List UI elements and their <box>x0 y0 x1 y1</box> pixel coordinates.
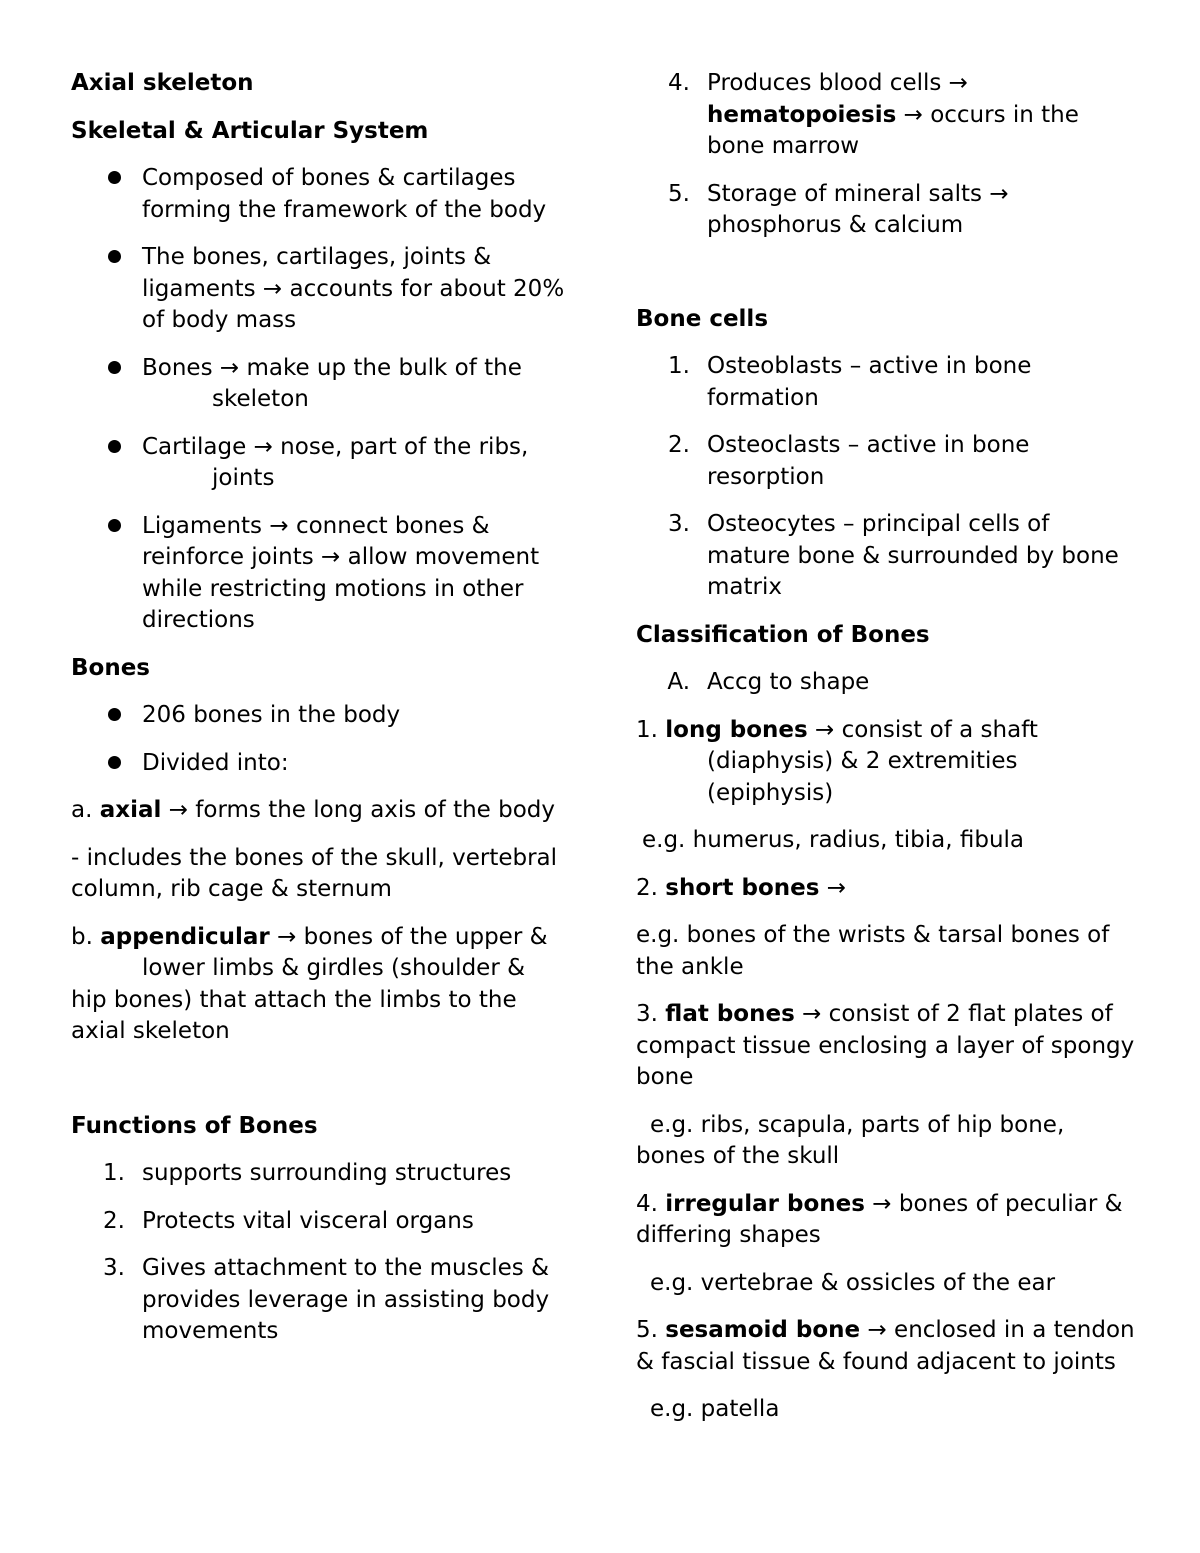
sesamoid-bone-definition: 5. sesamoid bone → enclosed in a tendon & fascial tissue & found adjacent to joints <box>636 1317 1135 1375</box>
list-item: 1. supports surrounding structures <box>103 1160 512 1186</box>
bullet-icon <box>108 250 121 263</box>
short-bones-example: e.g. bones of the wrists & tarsal bones of the ankle <box>636 922 1110 980</box>
long-bones-example: e.g. humerus, radius, tibia, fibula <box>642 827 1025 853</box>
list-item: Composed of bones & cartilages forming the framework of the body <box>71 163 571 226</box>
irregular-bones-definition: 4. irregular bones → bones of peculiar & differing shapes <box>636 1190 1123 1248</box>
arrow-icon: → <box>826 874 846 901</box>
arrow-icon: → <box>802 1001 822 1027</box>
bullet-icon <box>108 756 121 769</box>
section-heading-skeletal-system: Skeletal & Articular System <box>71 117 429 144</box>
section-heading-bone-cells: Bone cells <box>636 305 769 332</box>
arrow-icon: → <box>867 1317 887 1343</box>
arrow-icon: → <box>269 512 289 539</box>
short-bones-definition: 2. short bones → <box>636 874 846 901</box>
list-item: 2. Protects vital visceral organs <box>103 1207 474 1234</box>
page-title: Axial skeleton <box>71 70 254 96</box>
arrow-icon: → <box>872 1190 892 1217</box>
long-bones-definition: 1. long bones → consist of a shaft (diaphysis) & 2 extremities (epiphysis) <box>636 716 1038 806</box>
section-heading-functions: Functions of Bones <box>71 1112 318 1139</box>
bullet-icon <box>108 361 121 374</box>
flat-bones-example: e.g. ribs, scapula, parts of hip bone, bones of the skull <box>636 1111 1065 1169</box>
arrow-icon: → <box>321 544 341 570</box>
list-item: Ligaments → connect bones & reinforce joints → allow movement while restricting motions in other directions <box>71 511 571 637</box>
arrow-icon: → <box>219 354 240 381</box>
arrow-icon: → <box>815 716 835 743</box>
arrow-icon: → <box>168 797 188 823</box>
list-item: The bones, cartilages, joints & ligaments → accounts for about 20% of body mass <box>71 242 571 337</box>
irregular-bones-example: e.g. vertebrae & ossicles of the ear <box>650 1269 1056 1296</box>
list-item: 206 bones in the body <box>71 700 571 732</box>
sesamoid-bone-example: e.g. patella <box>650 1396 780 1422</box>
list-item: 5. Storage of mineral salts → phosphorus & calcium <box>668 180 1009 238</box>
left-column <box>71 68 571 1364</box>
bullet-icon <box>108 440 121 453</box>
list-item: Cartilage → nose, part of the ribs, joints <box>71 432 571 495</box>
flat-bones-definition: 3. flat bones → consist of 2 flat plates of compact tissue enclosing a layer of spongy bone <box>636 1001 1135 1090</box>
list-item: 2. Osteoclasts – active in bone resorption <box>668 432 1030 490</box>
arrow-icon: → <box>989 180 1009 207</box>
section-heading-bones: Bones <box>71 654 150 681</box>
list-item: 4. Produces blood cells → hematopoiesis → occurs in the bone marrow <box>668 70 1079 159</box>
bullet-icon <box>108 519 121 532</box>
list-item: 3. Gives attachment to the muscles & provides leverage in assisting body movements <box>103 1255 550 1344</box>
arrow-icon: → <box>253 433 273 460</box>
bullet-icon <box>108 708 121 721</box>
list-item: Divided into: <box>71 748 571 780</box>
arrow-icon: → <box>903 101 923 128</box>
list-item: A. Accg to shape <box>667 669 870 695</box>
arrow-icon: → <box>948 70 968 96</box>
axial-includes: - includes the bones of the skull, vertebral column, rib cage & sternum <box>71 844 558 902</box>
section-heading-classification: Classification of Bones <box>636 621 930 648</box>
list-item: Bones → make up the bulk of the skeleton <box>71 353 571 416</box>
bullet-icon <box>108 171 121 184</box>
list-item: 1. Osteoblasts – active in bone formation <box>668 353 1032 411</box>
arrow-icon: → <box>277 923 297 950</box>
arrow-icon: → <box>262 275 283 302</box>
axial-definition: a. axial → forms the long axis of the body <box>71 797 556 823</box>
right-column <box>636 68 1136 1442</box>
appendicular-definition: b. appendicular → bones of the upper & lower limbs & girdles (shoulder & hip bones) that attach the limbs to the axial skeleton <box>71 923 548 1044</box>
list-item: 3. Osteocytes – principal cells of mature bone & surrounded by bone matrix <box>668 511 1119 600</box>
